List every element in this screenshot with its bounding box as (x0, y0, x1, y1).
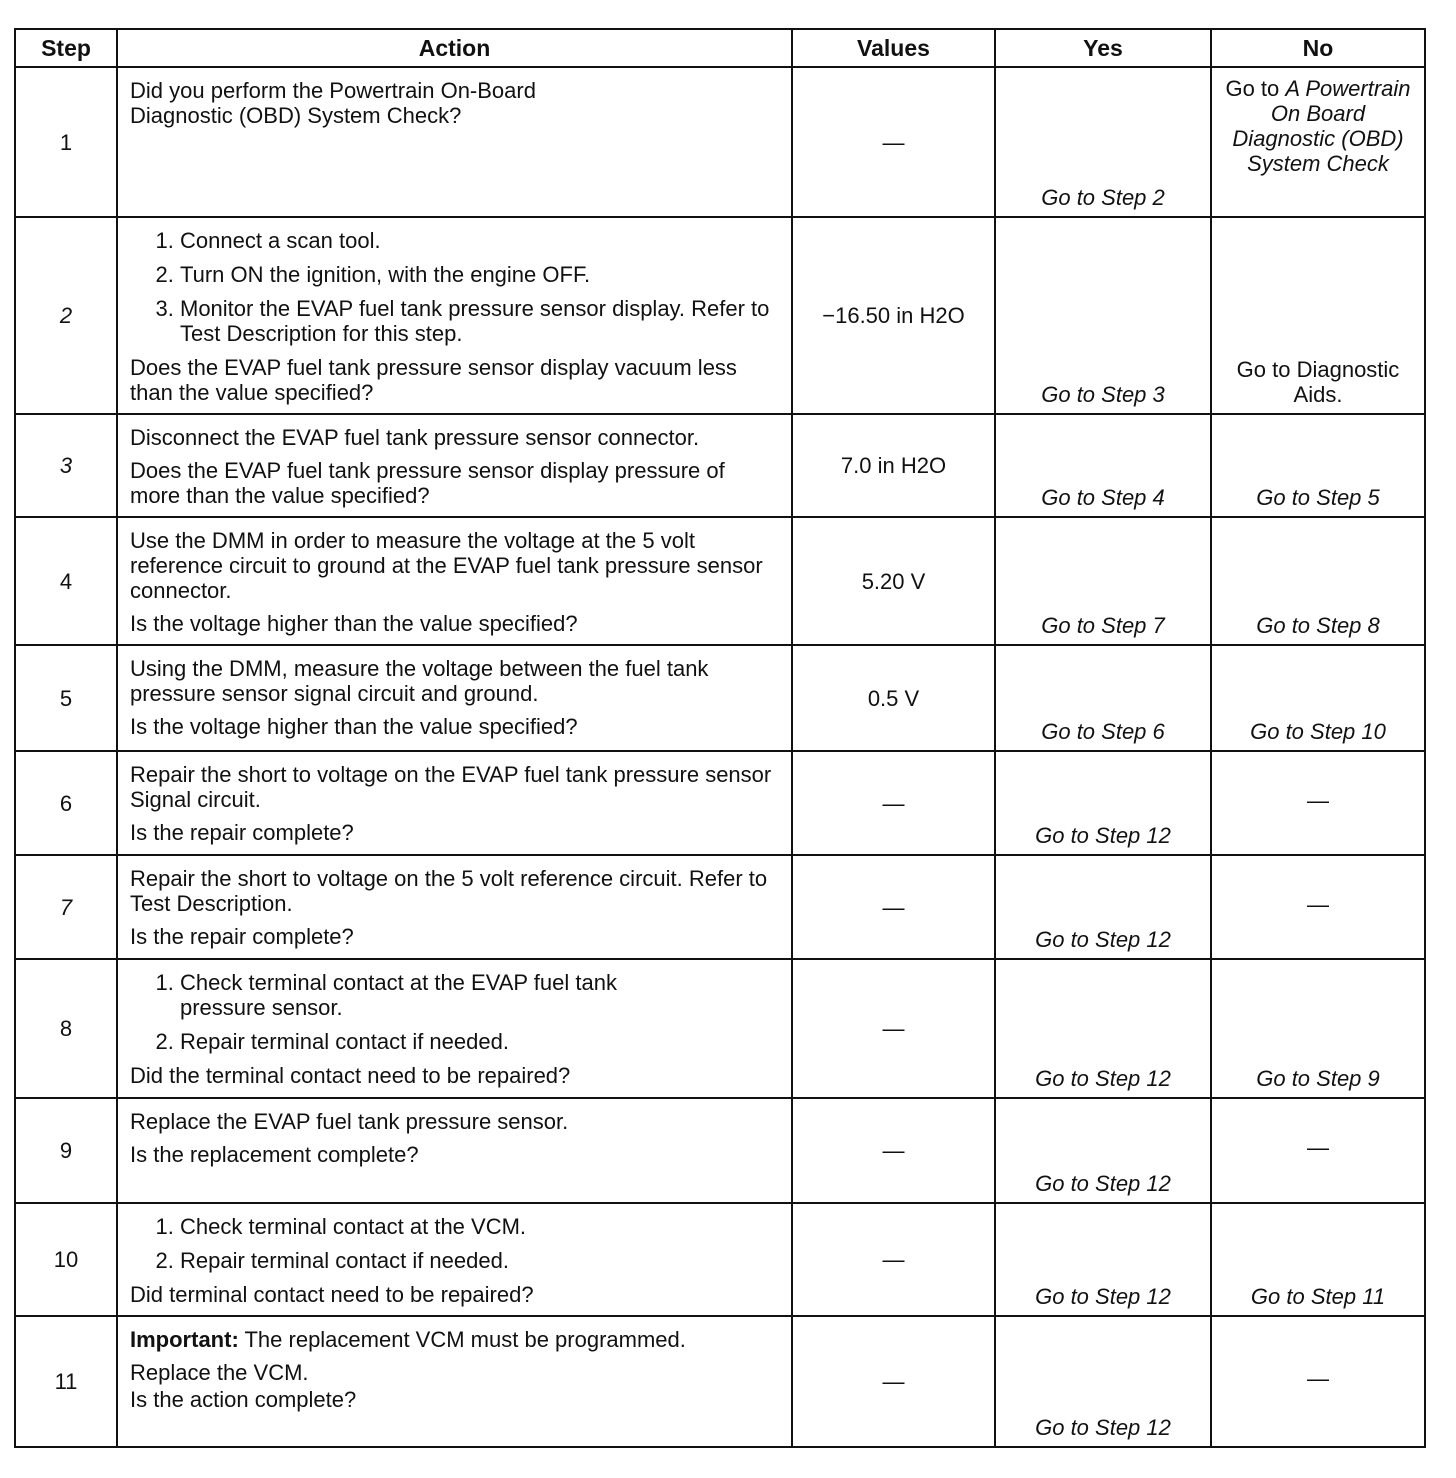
yes-cell: Go to Step 12 (995, 1316, 1211, 1447)
step-number: 6 (15, 751, 117, 855)
no-prefix: Go to (1225, 76, 1286, 101)
action-instruction: Repair the short to voltage on the 5 volt reference circuit. Refer to Test Description. (130, 866, 768, 916)
header-row (15, 29, 1425, 67)
action-question: Is the replacement complete? (130, 1142, 419, 1167)
table-row (15, 1098, 1425, 1203)
action-list (130, 228, 779, 346)
action-cell (117, 1098, 792, 1203)
no-cell: Go to Step 10 (1211, 645, 1425, 751)
action-instruction: Using the DMM, measure the voltage between the fuel tank pressure sensor signal circuit and ground. (130, 656, 709, 706)
action-cell (117, 517, 792, 645)
action-instruction: Use the DMM in order to measure the voltage at the 5 volt reference circuit to ground at the EVAP fuel tank pressure sensor connector. (130, 528, 763, 603)
header-yes: Yes (995, 29, 1211, 67)
header-no: No (1211, 29, 1425, 67)
action-instruction: Repair the short to voltage on the EVAP fuel tank pressure sensor Signal circuit. (130, 762, 772, 812)
action-question: Did you perform the Powertrain On-Board Diagnostic (OBD) System Check? (130, 78, 536, 128)
diagnostic-table-sheet (14, 28, 1424, 1448)
table-row (15, 1203, 1425, 1316)
value-cell: — (792, 1203, 995, 1316)
yes-cell: Go to Step 2 (995, 67, 1211, 217)
value-cell: −16.50 in H2O (792, 217, 995, 414)
no-cell: Go to Diagnostic Aids. (1211, 217, 1425, 414)
no-cell: Go to Step 9 (1211, 959, 1425, 1098)
no-cell: — (1211, 855, 1425, 959)
no-cell: — (1211, 1098, 1425, 1203)
value-cell: — (792, 1098, 995, 1203)
yes-cell: Go to Step 12 (995, 959, 1211, 1098)
yes-cell: Go to Step 12 (995, 751, 1211, 855)
diagnostic-table (14, 28, 1426, 1448)
action-instruction: Replace the VCM. (130, 1360, 309, 1385)
action-question: Is the repair complete? (130, 820, 354, 845)
important-label: Important: (130, 1327, 239, 1352)
table-row (15, 645, 1425, 751)
action-cell (117, 645, 792, 751)
action-question: Did the terminal contact need to be repaired? (130, 1063, 571, 1088)
action-list-item: 1. Connect a scan tool. (180, 228, 779, 253)
no-link: A Powertrain On Board Diagnostic (OBD) System Check (1232, 76, 1411, 176)
no-cell: — (1211, 1316, 1425, 1447)
table-row (15, 959, 1425, 1098)
action-list-item: 1. Check terminal contact at the EVAP fuel tank pressure sensor. (180, 970, 779, 1020)
action-question: Is the action complete? (130, 1387, 357, 1412)
important-text: The replacement VCM must be programmed. (238, 1327, 686, 1352)
step-number: 8 (15, 959, 117, 1098)
no-cell: Go to Step 5 (1211, 414, 1425, 517)
action-cell (117, 959, 792, 1098)
action-cell (117, 1316, 792, 1447)
table-row (15, 67, 1425, 217)
table-row (15, 855, 1425, 959)
yes-cell: Go to Step 12 (995, 855, 1211, 959)
action-list-item: 1. Check terminal contact at the VCM. (180, 1214, 779, 1239)
value-cell: 5.20 V (792, 517, 995, 645)
action-list-item: 3. Monitor the EVAP fuel tank pressure sensor display. Refer to Test Description for this step. (180, 296, 779, 346)
value-cell: — (792, 751, 995, 855)
no-cell: — (1211, 751, 1425, 855)
action-question: Is the voltage higher than the value specified? (130, 714, 578, 739)
step-number: 7 (15, 855, 117, 959)
table-row (15, 1316, 1425, 1447)
action-cell (117, 855, 792, 959)
action-list (130, 1214, 779, 1273)
yes-cell: Go to Step 12 (995, 1098, 1211, 1203)
action-list-item: 2. Repair terminal contact if needed. (180, 1029, 779, 1054)
yes-cell: Go to Step 7 (995, 517, 1211, 645)
table-row (15, 414, 1425, 517)
step-number: 11 (15, 1316, 117, 1447)
value-cell: — (792, 1316, 995, 1447)
header-step: Step (15, 29, 117, 67)
action-list-item: 2. Repair terminal contact if needed. (180, 1248, 779, 1273)
action-cell (117, 1203, 792, 1316)
no-cell: Go to Step 11 (1211, 1203, 1425, 1316)
action-question: Does the EVAP fuel tank pressure sensor display pressure of more than the value specified? (130, 458, 725, 508)
action-instruction: Disconnect the EVAP fuel tank pressure sensor connector. (130, 425, 700, 450)
table-row (15, 751, 1425, 855)
action-question: Is the voltage higher than the value specified? (130, 611, 578, 636)
table-row (15, 517, 1425, 645)
important-note (130, 1327, 779, 1352)
step-number: 1 (15, 67, 117, 217)
value-cell: — (792, 855, 995, 959)
action-question: Did terminal contact need to be repaired? (130, 1282, 534, 1307)
action-list-item: 2. Turn ON the ignition, with the engine OFF. (180, 262, 779, 287)
header-action: Action (117, 29, 792, 67)
yes-cell: Go to Step 4 (995, 414, 1211, 517)
step-number: 4 (15, 517, 117, 645)
action-question: Does the EVAP fuel tank pressure sensor display vacuum less than the value specified? (130, 355, 737, 405)
no-cell (1211, 67, 1425, 217)
value-cell: 0.5 V (792, 645, 995, 751)
action-instruction: Replace the EVAP fuel tank pressure sensor. (130, 1109, 569, 1134)
step-number: 9 (15, 1098, 117, 1203)
yes-cell: Go to Step 3 (995, 217, 1211, 414)
yes-cell: Go to Step 6 (995, 645, 1211, 751)
step-number: 5 (15, 645, 117, 751)
step-number: 3 (15, 414, 117, 517)
step-number: 10 (15, 1203, 117, 1316)
table-row (15, 217, 1425, 414)
value-cell: 7.0 in H2O (792, 414, 995, 517)
value-cell: — (792, 67, 995, 217)
action-cell (117, 414, 792, 517)
action-list (130, 970, 779, 1054)
action-cell (117, 751, 792, 855)
yes-cell: Go to Step 12 (995, 1203, 1211, 1316)
action-question: Is the repair complete? (130, 924, 354, 949)
action-cell (117, 217, 792, 414)
header-values: Values (792, 29, 995, 67)
action-cell (117, 67, 792, 217)
value-cell: — (792, 959, 995, 1098)
step-number: 2 (15, 217, 117, 414)
no-cell: Go to Step 8 (1211, 517, 1425, 645)
